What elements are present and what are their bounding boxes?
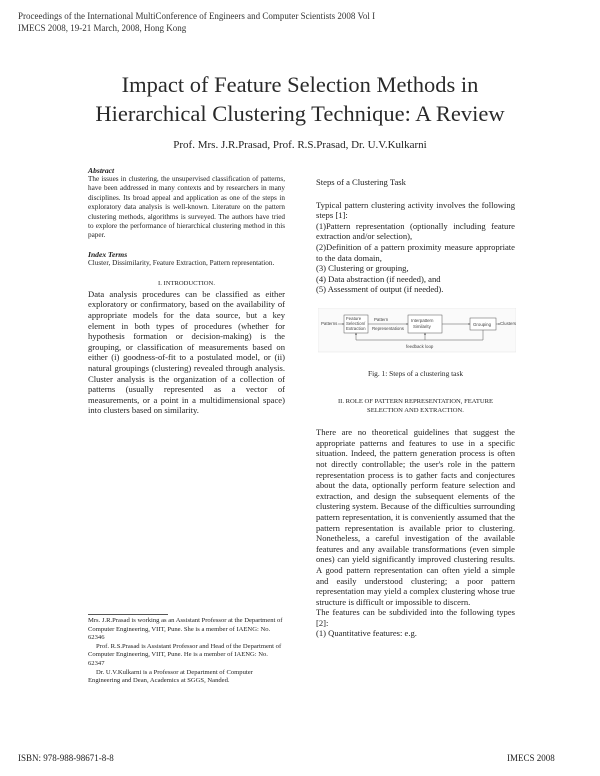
abstract-text: The issues in clustering, the unsupervised classification of patterns, have been addressed in many contexts and by researchers in many disciplines. Its broad appeal and application as one of the steps in exploratory data analysis is well-known. Literature on the pattern clustering methods, algorithms is surveyed. The authors have tried to explore the performance of hierarchical clustering method in this paper. bbox=[88, 175, 285, 240]
header-line-1: Proceedings of the International MultiConference of Engineers and Computer Scientists 2008 Vol I bbox=[18, 11, 376, 21]
footer-isbn: ISBN: 978-988-98671-8-8 bbox=[18, 753, 114, 763]
running-header bbox=[18, 10, 375, 34]
section-2 bbox=[316, 398, 515, 639]
fig-label-feature3: Extraction bbox=[346, 326, 366, 331]
index-terms-text: Cluster, Dissimilarity, Feature Extraction, Pattern representation. bbox=[88, 258, 275, 267]
step-5: (5) Assessment of output (if needed). bbox=[316, 284, 444, 295]
header-line-2: IMECS 2008, 19-21 March, 2008, Hong Kong bbox=[18, 23, 187, 33]
section2-heading-line1: II. ROLE OF PATTERN REPRESENTATION, FEATURE bbox=[337, 398, 494, 405]
fig-label-feature1: Feature bbox=[346, 316, 362, 321]
fig-label-pattern-rep2: Representations bbox=[372, 326, 404, 331]
figure-caption: Fig. 1: Steps of a clustering task bbox=[367, 369, 464, 378]
footnote-1: Mrs. J.R.Prasad is working as an Assistant Professor at the Department of Computer Engineering, VIIT, Pune. She is a member of IAENG: No. 62346 bbox=[88, 617, 283, 642]
paper-title bbox=[0, 70, 600, 128]
authors: Prof. Mrs. J.R.Prasad, Prof. R.S.Prasad, Dr. U.V.Kulkarni bbox=[173, 139, 427, 151]
fig-label-grouping: Grouping bbox=[473, 322, 492, 327]
intro-heading: I. INTRODUCTION. bbox=[158, 280, 215, 288]
fig-label-feedback: feedback loop bbox=[406, 344, 434, 349]
footnote-2: Prof. R.S.Prasad is Assistant Professor and Head of the Department of Computer Engineering, VIIT, Pune. He is a member of IAENG: No. 62347 bbox=[88, 642, 282, 667]
step-4: (4) Data abstraction (if needed), and bbox=[316, 273, 441, 284]
footnotes bbox=[88, 617, 285, 686]
footer-conf: IMECS 2008 bbox=[507, 753, 555, 763]
section2-para2: The features can be subdivided into the following types [2]: bbox=[316, 607, 515, 628]
step-1: (1)Pattern representation (optionally including feature extraction and/or selection), bbox=[316, 220, 515, 242]
title-line-1: Impact of Feature Selection Methods in bbox=[121, 72, 479, 97]
section2-para3: (1) Quantitative features: e.g. bbox=[316, 628, 417, 639]
fig-label-clusters: Clusters bbox=[500, 321, 516, 326]
abstract-heading: Abstract bbox=[88, 166, 115, 175]
fig-label-pattern-rep1: Pattern bbox=[374, 317, 389, 322]
section2-heading-line2: SELECTION AND EXTRACTION. bbox=[367, 406, 464, 414]
step-3: (3) Clustering or grouping, bbox=[316, 263, 409, 274]
footnote-rule bbox=[88, 614, 168, 615]
title-line-2: Hierarchical Clustering Technique: A Review bbox=[95, 101, 505, 126]
flow-diagram bbox=[318, 308, 516, 356]
footnote-3: Dr. U.V.Kulkarni is a Professor at Department of Computer Engineering and Dean, Academics at SGGS, Nanded. bbox=[88, 668, 253, 685]
steps-intro: Typical pattern clustering activity involves the following steps [1]: bbox=[316, 199, 515, 221]
section2-para1: There are no theoretical guidelines that suggest the appropriate patterns and features to use in a specific situation. Indeed, the pattern generation process is often not directly controllable; the user's role in the pattern representation process is to gather facts and conjectures about the data, optionally perform feature selection and extraction, and design the subsequent elements of the clustering system. Because of the difficulties surrounding pattern representation, it is conveniently assumed that the pattern representation is available prior to clustering. Nonetheless, a careful investigation of the available features and any available transformations (even simple ones) can yield significantly improved clustering results. A good pattern representation can often yield a simple and easily understood clustering; a poor pattern representation may yield a complex clustering whose true structure is difficult or impossible to discern. bbox=[316, 427, 515, 607]
index-terms-heading: Index Terms bbox=[88, 249, 128, 259]
right-column bbox=[316, 177, 515, 295]
intro-text: Data analysis procedures can be classified as either exploratory or confirmatory, based on the availability of appropriate models for the data source, but a key element in both types of procedures (whether for hypothesis formation or decision-making) is the grouping, or classification of measurements based on either (i) goodness-of-fit to a postulated model, or (ii) natural groupings (clustering) revealed through analysis. Cluster analysis is the organization of a collection of patterns (usually represented as a vector of measurements, or a point in a multidimensional space) into clusters based on similarity. bbox=[88, 288, 285, 416]
fig-label-interpattern2: Similarity bbox=[413, 324, 431, 329]
clustering-steps-figure bbox=[318, 308, 516, 356]
fig-label-feature2: Selection/ bbox=[346, 321, 366, 326]
step-2: (2)Definition of a pattern proximity measure appropriate to the data domain, bbox=[316, 241, 515, 263]
left-column bbox=[88, 166, 285, 416]
steps-heading: Steps of a Clustering Task bbox=[316, 177, 406, 187]
fig-label-interpattern1: Interpattern bbox=[411, 318, 434, 323]
fig-label-patterns: Patterns bbox=[321, 321, 338, 326]
